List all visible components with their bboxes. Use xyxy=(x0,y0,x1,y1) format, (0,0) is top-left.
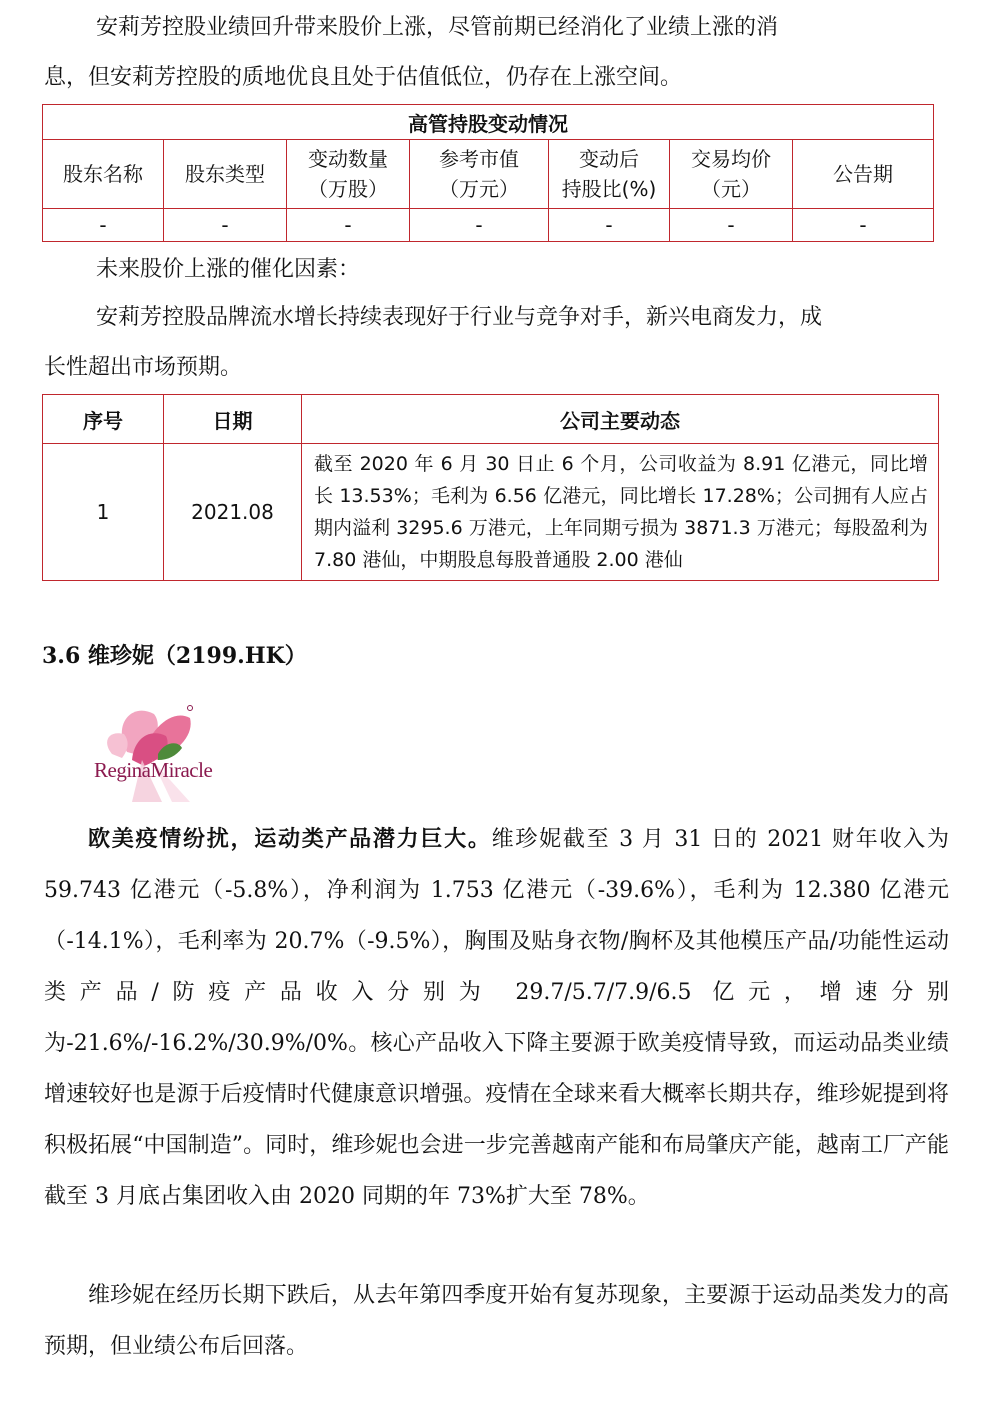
events-table xyxy=(42,394,939,581)
event-content: 截至 2020 年 6 月 30 日止 6 个月，公司收益为 8.91 亿港元，同比增长 13.53%；毛利为 6.56 亿港元，同比增长 17.28%；公司拥有人应占期内溢利 3295.6 万港元，上年同期亏损为 3871.3 万港元；每股盈利为 7.80 港仙，中期股息每股普通股 2.00 港仙 xyxy=(302,444,939,581)
table-cell: - xyxy=(43,209,164,242)
header-holding-ratio: 变动后 持股比(%) xyxy=(549,140,670,209)
header-company-events: 公司主要动态 xyxy=(302,395,939,444)
table-cell: - xyxy=(549,209,670,242)
header-avg-price: 交易均价 （元） xyxy=(670,140,793,209)
header-shareholder-type: 股东类型 xyxy=(164,140,287,209)
header-date: 日期 xyxy=(164,395,302,444)
body-paragraph-1-text: 维珍妮截至 3 月 31 日的 2021 财年收入为 59.743 亿港元（-5.8%），净利润为 1.753 亿港元（-39.6%），毛利为 12.380 亿港元（-14.1%），毛利率为 20.7%（-9.5%），胸围及贴身衣物/胸杯及其他模压产品/功能性运动类产品/防疫产品收入分别为 29.7/5.7/7.9/6.5 亿元，增速分别为-21.6%/-16.2%/30.9%/0%。核心产品收入下降主要源于欧美疫情导致，而运动品类业绩增速较好也是源于后疫情时代健康意识增强。疫情在全球来看大概率长期共存，维珍妮提到将积极拓展“中国制造”。同时，维珍妮也会进一步完善越南产能和布局肇庆产能，越南工厂产能截至 3 月底占集团收入由 2020 同期的年 73%扩大至 78%。 xyxy=(44,827,949,1209)
lead-sentence: 欧美疫情纷扰，运动类产品潜力巨大。 xyxy=(88,826,492,852)
table-cell: - xyxy=(793,209,934,242)
table-cell: - xyxy=(410,209,549,242)
table-cell: - xyxy=(164,209,287,242)
intro-line-1: 安莉芳控股业绩回升带来股价上涨，尽管前期已经消化了业绩上涨的消 xyxy=(96,15,779,40)
section-title: 3.6 维珍妮（2199.HK） xyxy=(42,643,307,669)
holdings-table-title: 高管持股变动情况 xyxy=(43,105,934,140)
header-index: 序号 xyxy=(43,395,164,444)
intro-line-2: 息，但安莉芳控股的质地优良且处于估值低位，仍存在上涨空间。 xyxy=(44,65,683,90)
event-index: 1 xyxy=(43,444,164,581)
body-paragraph-1 xyxy=(44,814,949,1222)
header-shareholder-name: 股东名称 xyxy=(43,140,164,209)
regina-miracle-logo xyxy=(72,694,222,804)
table-cell: - xyxy=(670,209,793,242)
header-change-quantity: 变动数量 （万股） xyxy=(287,140,410,209)
header-announce-date: 公告期 xyxy=(793,140,934,209)
header-market-value: 参考市值 （万元） xyxy=(410,140,549,209)
catalyst-line-2: 长性超出市场预期。 xyxy=(44,355,243,380)
logo-text: ReginaMiracle xyxy=(94,758,213,782)
catalyst-line-1: 安莉芳控股品牌流水增长持续表现好于行业与竞争对手，新兴电商发力，成 xyxy=(96,305,823,330)
holdings-table xyxy=(42,104,934,242)
body-paragraph-2: 维珍妮在经历长期下跌后，从去年第四季度开始有复苏现象，主要源于运动品类发力的高预期，但业绩公布后回落。 xyxy=(44,1283,949,1359)
event-date: 2021.08 xyxy=(164,444,302,581)
catalyst-heading: 未来股价上涨的催化因素： xyxy=(96,257,361,282)
table-cell: - xyxy=(287,209,410,242)
